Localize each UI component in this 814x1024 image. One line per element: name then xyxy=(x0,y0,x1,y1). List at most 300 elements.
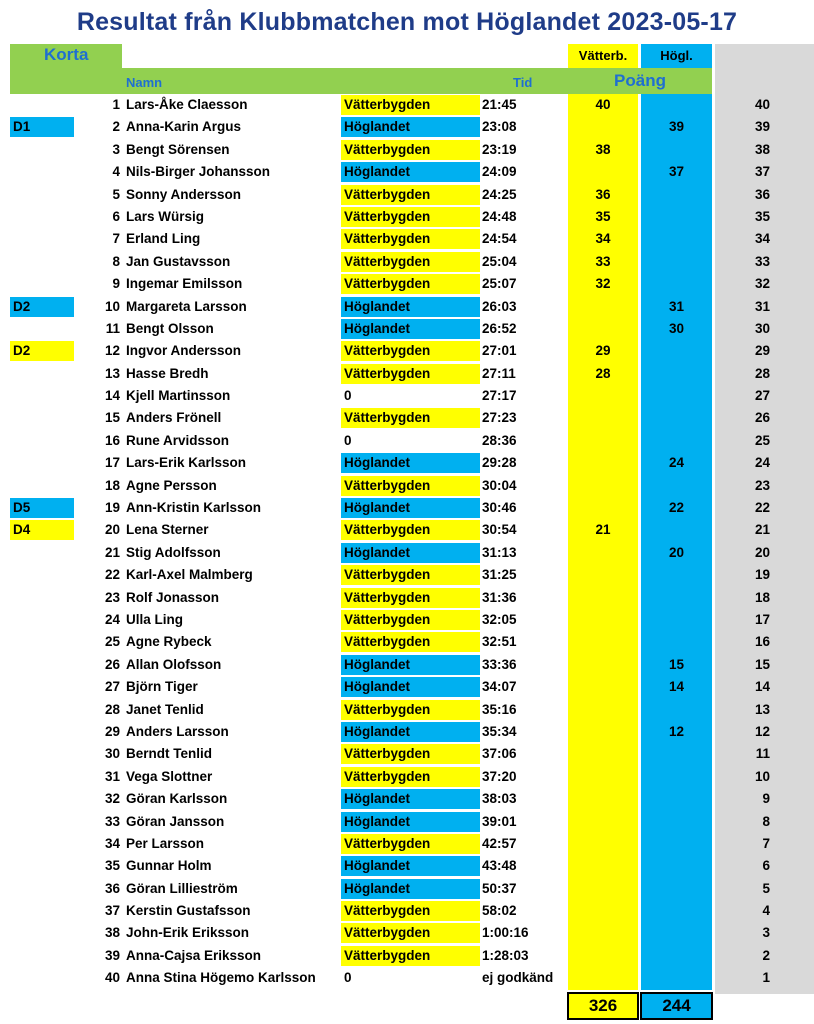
runner-name: Rune Arvidsson xyxy=(126,432,230,448)
club-name: Vätterbygden xyxy=(341,588,480,608)
vatterbygden-points: 29 xyxy=(595,343,611,359)
korta-cell xyxy=(10,140,74,160)
finish-time: 21:45 xyxy=(482,97,517,112)
korta-cell xyxy=(10,162,74,182)
club-name: 0 xyxy=(344,388,352,404)
runner-name: Agne Rybeck xyxy=(126,634,212,650)
korta-cell xyxy=(10,968,74,988)
finish-time: 37:06 xyxy=(482,746,517,762)
finish-time: 58:02 xyxy=(482,903,517,919)
table-row xyxy=(0,856,814,878)
club-name: 0 xyxy=(344,970,352,986)
total-points: 35 xyxy=(754,208,770,224)
hoglandet-points xyxy=(641,812,712,832)
table-row xyxy=(0,431,814,453)
finish-time: 42:57 xyxy=(482,835,517,851)
table-row xyxy=(0,722,814,744)
table-row xyxy=(0,498,814,520)
korta-cell: D2 xyxy=(10,297,74,317)
runner-name: Anna-Cajsa Eriksson xyxy=(126,947,262,963)
place-number: 31 xyxy=(104,768,120,784)
finish-time: 27:01 xyxy=(482,343,517,359)
place-number: 32 xyxy=(104,791,120,807)
table-row xyxy=(0,207,814,229)
place-number: 23 xyxy=(104,589,120,605)
runner-name: Bengt Olsson xyxy=(126,320,214,336)
finish-time: 1:00:16 xyxy=(482,925,529,941)
korta-cell xyxy=(10,207,74,227)
club-name: Vätterbygden xyxy=(341,274,480,294)
finish-time: 30:54 xyxy=(482,522,517,538)
finish-time: 35:34 xyxy=(482,723,517,739)
results-table xyxy=(0,95,814,991)
runner-name: Anna-Karin Argus xyxy=(126,119,242,135)
vatterbygden-points xyxy=(568,968,638,988)
vatterbygden-points xyxy=(568,856,638,876)
total-points: 12 xyxy=(754,723,770,739)
club-name: Höglandet xyxy=(341,498,480,518)
hoglandet-points: 15 xyxy=(668,656,685,672)
vatterbygden-points xyxy=(568,812,638,832)
club-name: Vätterbygden xyxy=(341,610,480,630)
korta-cell: D1 xyxy=(10,117,74,137)
vatterbygden-points: 33 xyxy=(595,253,611,269)
hoglandet-points xyxy=(641,185,712,205)
table-row xyxy=(0,588,814,610)
total-points: 27 xyxy=(754,388,770,404)
runner-name: Jan Gustavsson xyxy=(126,253,231,269)
hoglandet-points xyxy=(641,901,712,921)
place-number: 13 xyxy=(104,365,120,381)
club-name: Vätterbygden xyxy=(341,520,480,540)
korta-cell xyxy=(10,767,74,787)
club-name: 0 xyxy=(344,432,352,448)
korta-cell xyxy=(10,789,74,809)
vatterbygden-points xyxy=(568,722,638,742)
hoglandet-points: 37 xyxy=(668,164,685,180)
finish-time: 30:04 xyxy=(482,477,517,493)
table-row xyxy=(0,744,814,766)
korta-cell xyxy=(10,229,74,249)
vatterbygden-points xyxy=(568,700,638,720)
total-points: 18 xyxy=(754,589,770,605)
club-name: Vätterbygden xyxy=(341,946,480,966)
runner-name: Ingemar Emilsson xyxy=(126,276,243,292)
hoglandet-points xyxy=(641,588,712,608)
runner-name: Agne Persson xyxy=(126,477,217,493)
vatterbygden-points: 21 xyxy=(595,522,611,538)
korta-cell xyxy=(10,543,74,563)
vatterbygden-points xyxy=(568,297,638,317)
finish-time: 26:52 xyxy=(482,320,517,336)
runner-name: Berndt Tenlid xyxy=(126,746,212,762)
table-row xyxy=(0,879,814,901)
total-points: 23 xyxy=(754,477,770,493)
total-points: 34 xyxy=(754,231,770,247)
club-name: Vätterbygden xyxy=(341,95,480,115)
finish-time: 27:11 xyxy=(482,365,516,381)
place-number: 33 xyxy=(104,813,120,829)
place-number: 7 xyxy=(112,231,120,247)
hoglandet-points xyxy=(641,520,712,540)
runner-name: Per Larsson xyxy=(126,835,205,851)
place-number: 14 xyxy=(104,388,120,404)
korta-cell xyxy=(10,856,74,876)
table-row xyxy=(0,453,814,475)
club-name: Vätterbygden xyxy=(341,744,480,764)
korta-cell xyxy=(10,185,74,205)
club-name: Vätterbygden xyxy=(341,923,480,943)
runner-name: Göran Karlsson xyxy=(126,791,228,807)
runner-name: Kerstin Gustafsson xyxy=(126,903,251,919)
runner-name: Nils-Birger Johansson xyxy=(126,164,271,180)
korta-cell xyxy=(10,252,74,272)
finish-time: 24:48 xyxy=(482,208,517,224)
total-points: 22 xyxy=(754,500,770,516)
runner-name: Gunnar Holm xyxy=(126,858,212,874)
table-row xyxy=(0,476,814,498)
korta-cell xyxy=(10,386,74,406)
finish-time: 31:36 xyxy=(482,589,517,605)
total-points: 31 xyxy=(754,298,770,314)
hoglandet-points: 12 xyxy=(668,723,685,739)
vatterbygden-points xyxy=(568,744,638,764)
finish-time: 38:03 xyxy=(482,791,517,807)
total-points: 20 xyxy=(754,544,770,560)
vatterbygden-points: 36 xyxy=(595,186,611,202)
place-number: 15 xyxy=(104,410,120,426)
korta-cell xyxy=(10,95,74,115)
vatterbygden-points xyxy=(568,767,638,787)
place-number: 20 xyxy=(104,522,120,538)
table-row xyxy=(0,364,814,386)
table-row xyxy=(0,610,814,632)
total-points: 10 xyxy=(754,768,770,784)
finish-time: 28:36 xyxy=(482,432,517,448)
hoglandet-points xyxy=(641,140,712,160)
korta-cell xyxy=(10,812,74,832)
place-number: 26 xyxy=(104,656,120,672)
hoglandet-points xyxy=(641,274,712,294)
runner-name: Kjell Martinsson xyxy=(126,388,231,404)
korta-cell: D4 xyxy=(10,520,74,540)
place-number: 40 xyxy=(104,970,120,986)
vatterbygden-points xyxy=(568,879,638,899)
korta-cell xyxy=(10,319,74,339)
table-row xyxy=(0,185,814,207)
place-number: 11 xyxy=(105,320,120,336)
hoglandet-points xyxy=(641,923,712,943)
tid-header: Tid xyxy=(513,75,533,90)
finish-time: 30:46 xyxy=(482,500,517,516)
table-row xyxy=(0,543,814,565)
total-points: 38 xyxy=(754,141,770,157)
total-points: 4 xyxy=(762,903,770,919)
table-row xyxy=(0,677,814,699)
total-points: 3 xyxy=(762,925,770,941)
korta-cell xyxy=(10,655,74,675)
finish-time: 23:08 xyxy=(482,119,517,135)
korta-header: Korta xyxy=(44,45,89,64)
finish-time: 34:07 xyxy=(482,679,517,695)
total-points: 5 xyxy=(762,880,770,896)
total-points: 13 xyxy=(754,701,770,717)
table-row xyxy=(0,252,814,274)
place-number: 1 xyxy=(112,97,120,112)
hoglandet-points xyxy=(641,476,712,496)
vatterbygden-points: 40 xyxy=(595,97,611,112)
table-row xyxy=(0,655,814,677)
finish-time: 32:05 xyxy=(482,611,517,627)
club-name: Höglandet xyxy=(341,655,480,675)
club-name: Höglandet xyxy=(341,722,480,742)
total-points: 25 xyxy=(754,432,770,448)
korta-cell xyxy=(10,700,74,720)
place-number: 12 xyxy=(104,343,120,359)
runner-name: Björn Tiger xyxy=(126,679,198,695)
club-name: Vätterbygden xyxy=(341,476,480,496)
korta-cell xyxy=(10,834,74,854)
poang-header: Poäng xyxy=(614,71,666,90)
club-name: Höglandet xyxy=(341,879,480,899)
place-number: 39 xyxy=(104,947,120,963)
total-points: 19 xyxy=(754,567,770,583)
club-name: Vätterbygden xyxy=(341,140,480,160)
club-name: Vätterbygden xyxy=(341,252,480,272)
place-number: 28 xyxy=(104,701,120,717)
hoglandet-points xyxy=(641,386,712,406)
hoglandet-points: 20 xyxy=(668,544,685,560)
place-number: 37 xyxy=(104,903,120,919)
place-number: 22 xyxy=(104,567,120,583)
table-row xyxy=(0,565,814,587)
table-row xyxy=(0,923,814,945)
table-row xyxy=(0,229,814,251)
place-number: 34 xyxy=(104,835,120,851)
total-points: 14 xyxy=(754,679,770,695)
finish-time: 23:19 xyxy=(482,141,517,157)
place-number: 8 xyxy=(112,253,120,269)
korta-cell: D2 xyxy=(10,341,74,361)
vatterbygden-points xyxy=(568,789,638,809)
runner-name: Ingvor Andersson xyxy=(126,343,242,359)
club-name: Vätterbygden xyxy=(341,767,480,787)
hoglandet-points: 39 xyxy=(668,119,685,135)
finish-time: 32:51 xyxy=(482,634,517,650)
club-name: Vätterbygden xyxy=(341,700,480,720)
korta-cell xyxy=(10,923,74,943)
vatterbygden-points xyxy=(568,408,638,428)
hoglandet-points xyxy=(641,364,712,384)
runner-name: Lena Sterner xyxy=(126,522,209,538)
runner-name: Margareta Larsson xyxy=(126,298,247,314)
hoglandet-points xyxy=(641,946,712,966)
vatterbygden-points xyxy=(568,453,638,473)
finish-time: 29:28 xyxy=(482,455,517,471)
place-number: 36 xyxy=(104,880,120,896)
club-name: Vätterbygden xyxy=(341,834,480,854)
namn-header: Namn xyxy=(126,75,163,90)
runner-name: Vega Slottner xyxy=(126,768,213,784)
place-number: 25 xyxy=(104,634,120,650)
finish-time: 31:13 xyxy=(482,544,517,560)
hoglandet-points xyxy=(641,834,712,854)
hoglandet-points: 22 xyxy=(668,500,685,516)
vatterbygden-points: 28 xyxy=(595,365,611,381)
place-number: 30 xyxy=(104,746,120,762)
vatterbygden-points xyxy=(568,117,638,137)
hoglandet-points xyxy=(641,700,712,720)
table-row xyxy=(0,520,814,542)
korta-cell xyxy=(10,901,74,921)
vatterbygden-points xyxy=(568,588,638,608)
hoglandet-points xyxy=(641,767,712,787)
hoglandet-points xyxy=(641,431,712,451)
korta-cell xyxy=(10,946,74,966)
table-row xyxy=(0,700,814,722)
vatterbygden-points xyxy=(568,162,638,182)
place-number: 10 xyxy=(104,298,120,314)
finish-time: 26:03 xyxy=(482,298,517,314)
runner-name: Ann-Kristin Karlsson xyxy=(126,500,262,516)
club-name: Höglandet xyxy=(341,812,480,832)
vatterbygden-points xyxy=(568,632,638,652)
total-points: 40 xyxy=(754,97,770,112)
total-points: 26 xyxy=(754,410,770,426)
table-row xyxy=(0,834,814,856)
club-name: Höglandet xyxy=(341,453,480,473)
place-number: 9 xyxy=(112,276,120,292)
total-points: 33 xyxy=(754,253,770,269)
runner-name: Allan Olofsson xyxy=(126,656,222,672)
place-number: 16 xyxy=(104,432,120,448)
table-row xyxy=(0,297,814,319)
hoglandet-points xyxy=(641,968,712,988)
club-name: Höglandet xyxy=(341,543,480,563)
table-row xyxy=(0,386,814,408)
table-row xyxy=(0,767,814,789)
finish-time: ej godkänd xyxy=(482,970,554,986)
korta-cell xyxy=(10,408,74,428)
finish-time: 37:20 xyxy=(482,768,517,784)
korta-cell: D5 xyxy=(10,498,74,518)
table-row xyxy=(0,140,814,162)
total-points: 7 xyxy=(762,835,770,851)
table-row xyxy=(0,117,814,139)
total-points: 32 xyxy=(754,276,770,292)
club-name: Vätterbygden xyxy=(341,185,480,205)
vatterbygden-points xyxy=(568,901,638,921)
total-points: 11 xyxy=(755,746,770,762)
hoglandet-points xyxy=(641,632,712,652)
club-name: Vätterbygden xyxy=(341,408,480,428)
korta-cell xyxy=(10,610,74,630)
korta-cell xyxy=(10,588,74,608)
korta-cell xyxy=(10,565,74,585)
table-row xyxy=(0,812,814,834)
place-number: 29 xyxy=(104,723,120,739)
hoglandet-points xyxy=(641,408,712,428)
vatterbygden-points: 32 xyxy=(595,276,611,292)
place-number: 24 xyxy=(104,611,120,627)
place-number: 4 xyxy=(112,164,120,180)
total-points: 24 xyxy=(754,455,770,471)
club-name: Vätterbygden xyxy=(341,565,480,585)
finish-time: 27:17 xyxy=(482,388,517,404)
hoglandet-points xyxy=(641,207,712,227)
runner-name: Bengt Sörensen xyxy=(126,141,230,157)
korta-cell xyxy=(10,632,74,652)
total-points: 2 xyxy=(762,947,770,963)
runner-name: Rolf Jonasson xyxy=(126,589,220,605)
finish-time: 1:28:03 xyxy=(482,947,529,963)
club-name: Vätterbygden xyxy=(341,229,480,249)
place-number: 18 xyxy=(104,477,120,493)
vatterbygden-points xyxy=(568,565,638,585)
vatterbygden-points xyxy=(568,319,638,339)
hogl-header: Högl. xyxy=(641,44,712,68)
place-number: 38 xyxy=(104,925,120,941)
total-points: 37 xyxy=(754,164,770,180)
club-name: Höglandet xyxy=(341,789,480,809)
total-points: 30 xyxy=(754,320,770,336)
finish-time: 24:54 xyxy=(482,231,517,247)
finish-time: 35:16 xyxy=(482,701,517,717)
club-name: Höglandet xyxy=(341,856,480,876)
runner-name: Janet Tenlid xyxy=(126,701,204,717)
hoglandet-points xyxy=(641,341,712,361)
vatterbygden-points xyxy=(568,476,638,496)
finish-time: 33:36 xyxy=(482,656,517,672)
vatterbygden-points xyxy=(568,946,638,966)
total-points: 8 xyxy=(762,813,770,829)
hoglandet-points: 24 xyxy=(668,455,685,471)
page-title: Resultat från Klubbmatchen mot Höglandet 2023-05-17 xyxy=(76,8,738,36)
hoglandet-points xyxy=(641,744,712,764)
korta-cell xyxy=(10,274,74,294)
hoglandet-points: 14 xyxy=(668,679,685,695)
hoglandet-points xyxy=(641,610,712,630)
vatterbygden-points xyxy=(568,386,638,406)
finish-time: 43:48 xyxy=(482,858,517,874)
korta-cell xyxy=(10,364,74,384)
table-row xyxy=(0,968,814,990)
hoglandet-points xyxy=(641,229,712,249)
vatterbygden-points: 35 xyxy=(595,208,611,224)
total-points: 9 xyxy=(762,791,770,807)
total-points: 16 xyxy=(754,634,770,650)
place-number: 5 xyxy=(112,186,120,202)
finish-time: 31:25 xyxy=(482,567,517,583)
total-points: 17 xyxy=(754,611,770,627)
total-points: 15 xyxy=(754,656,770,672)
runner-name: Anders Frönell xyxy=(126,410,222,426)
korta-cell xyxy=(10,744,74,764)
place-number: 21 xyxy=(104,544,120,560)
finish-time: 25:04 xyxy=(482,253,517,269)
vatterbygden-points xyxy=(568,655,638,675)
club-name: Höglandet xyxy=(341,297,480,317)
vatterbygden-points: 34 xyxy=(595,231,611,247)
place-number: 35 xyxy=(104,858,120,874)
table-row xyxy=(0,162,814,184)
runner-name: Göran Jansson xyxy=(126,813,225,829)
club-name: Höglandet xyxy=(341,117,480,137)
club-name: Höglandet xyxy=(341,677,480,697)
table-row xyxy=(0,341,814,363)
place-number: 27 xyxy=(104,679,120,695)
total-points: 28 xyxy=(754,365,770,381)
